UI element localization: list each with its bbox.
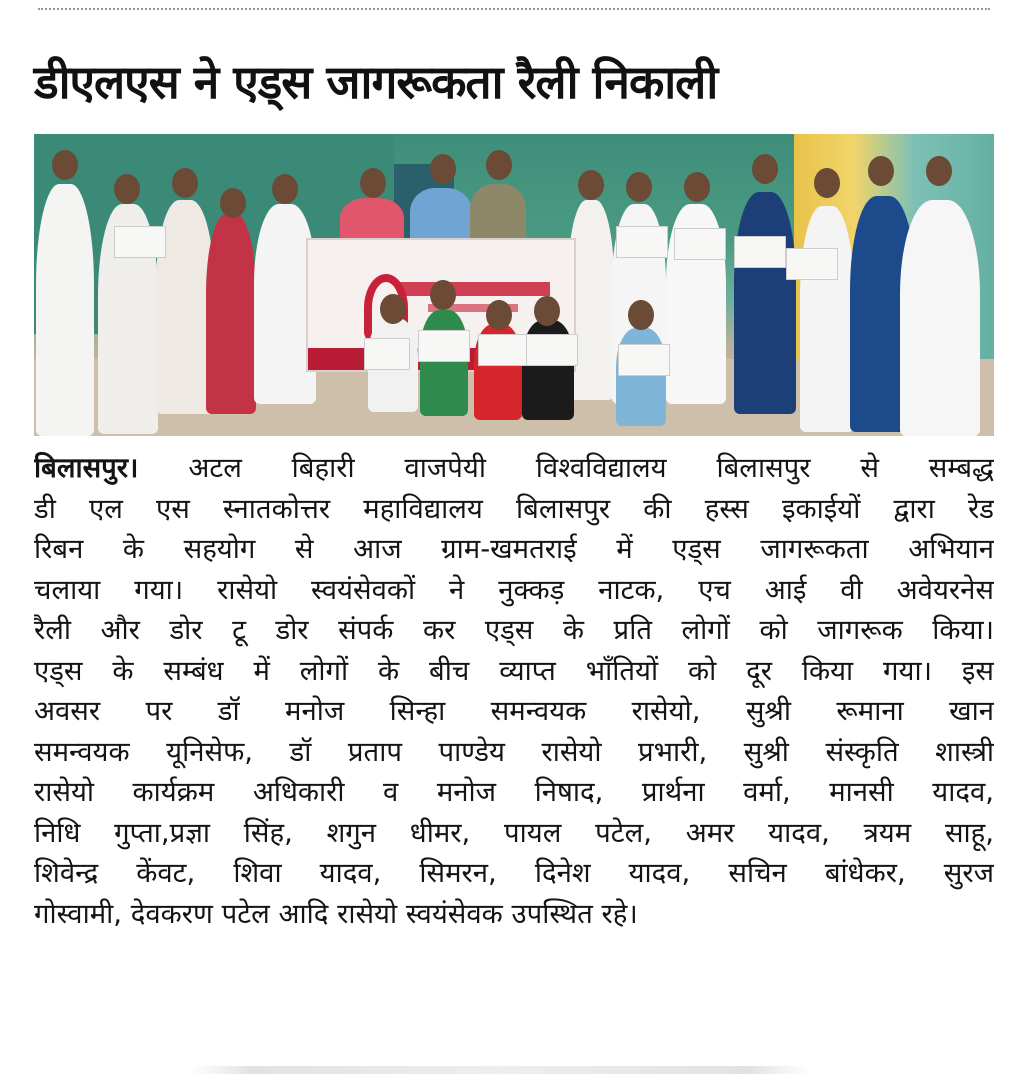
article-line: गोस्वामी, देवकरण पटेल आदि रासेयो स्वयंसेवक उपस्थित रहे। <box>34 897 638 930</box>
placard <box>114 226 166 258</box>
photo-person-head <box>684 172 710 202</box>
article-line: रासेयो कार्यक्रम अधिकारी व मनोज निषाद, प्रार्थना वर्मा, मानसी यादव, <box>34 776 994 808</box>
photo-child-head <box>430 280 456 310</box>
photo-child-head <box>534 296 560 326</box>
placard <box>616 226 668 258</box>
photo-person <box>206 214 256 414</box>
article-line: निधि गुप्ता,प्रज्ञा सिंह, शगुन धीमर, पायल पटेल, अमर यादव, त्रयम साहू, <box>34 816 994 849</box>
placard <box>674 228 726 260</box>
photo-person-head <box>868 156 894 186</box>
photo-person <box>900 200 980 436</box>
placard <box>618 344 670 376</box>
photo-person-head <box>272 174 298 204</box>
photo-person-head <box>752 154 778 184</box>
headline: डीएलएस ने एड्स जागरूकता रैली निकाली <box>34 55 718 109</box>
photo-person-head <box>360 168 386 198</box>
photo-child-head <box>486 300 512 330</box>
article-line: शिवेन्द्र केंवट, शिवा यादव, सिमरन, दिनेश यादव, सचिन बांधेकर, सुरज <box>34 857 994 889</box>
next-article-edge <box>190 1066 810 1074</box>
photo-person-head <box>926 156 952 186</box>
placard <box>786 248 838 280</box>
photo-child-head <box>628 300 654 330</box>
photo-person-head <box>220 188 246 218</box>
placard <box>526 334 578 366</box>
photo-person-head <box>486 150 512 180</box>
article-line: रैली और डोर टू डोर संपर्क कर एड्स के प्रति लोगों को जागरूक किया। <box>34 614 994 646</box>
article-line: डी एल एस स्नातकोत्तर महाविद्यालय बिलासपुर की हस्स इकाईयों द्वारा रेड <box>34 492 994 525</box>
placard <box>734 236 786 268</box>
placard <box>478 334 530 366</box>
dateline: बिलासपुर। <box>34 452 139 484</box>
photo-person-head <box>814 168 840 198</box>
photo-child <box>420 310 468 416</box>
photo-person-head <box>430 154 456 184</box>
photo-person-head <box>114 174 140 204</box>
photo-person-head <box>578 170 604 200</box>
article-line: रिबन के सहयोग से आज ग्राम-खमतराई में एड्स जागरूकता अभियान <box>34 533 994 565</box>
article-line-text: अटल बिहारी वाजपेयी विश्वविद्यालय बिलासपुर से सम्बद्ध <box>138 452 994 484</box>
placard <box>418 330 470 362</box>
top-dotted-rule <box>38 8 990 10</box>
photo-person-head <box>52 150 78 180</box>
article-line <box>34 448 994 489</box>
photo-person <box>800 206 854 432</box>
article-line: एड्स के सम्बंध में लोगों के बीच व्याप्त भाँतियों को दूर किया गया। इस <box>34 654 994 687</box>
article-line: समन्वयक यूनिसेफ, डॉ प्रताप पाण्डेय रासेयो प्रभारी, सुश्री संस्कृति शास्त्री <box>34 735 994 768</box>
photo-person-head <box>626 172 652 202</box>
photo-child <box>616 328 666 426</box>
article-line: अवसर पर डॉ मनोज सिन्हा समन्वयक रासेयो, सुश्री रूमाना खान <box>34 695 994 727</box>
banner-title-mark <box>400 282 550 296</box>
photo-person <box>734 192 796 414</box>
photo-person-head <box>172 168 198 198</box>
placard <box>364 338 410 370</box>
photo-person <box>36 184 94 436</box>
article-line: चलाया गया। रासेयो स्वयंसेवकों ने नुक्कड़ नाटक, एच आई वी अवेयरनेस <box>34 573 994 606</box>
photo-child-head <box>380 294 406 324</box>
article-body <box>34 448 994 934</box>
news-photo <box>34 134 994 436</box>
